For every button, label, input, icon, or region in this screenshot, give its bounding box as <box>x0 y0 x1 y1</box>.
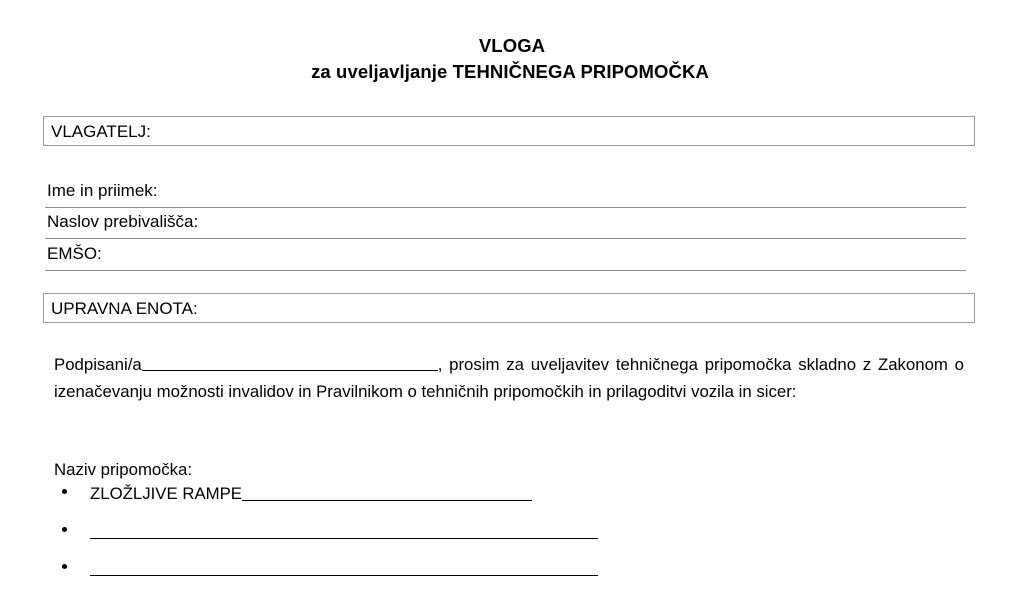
administrative-unit-heading: UPRAVNA ENOTA: <box>51 299 198 318</box>
statement-blank-line[interactable] <box>142 355 438 371</box>
bullet-icon <box>62 564 67 569</box>
device-list-item-blank[interactable] <box>242 483 532 501</box>
field-row-address[interactable] <box>45 208 966 239</box>
device-list-item-body <box>90 519 598 545</box>
device-list-item[interactable] <box>54 524 614 560</box>
device-list-item-blank[interactable] <box>90 558 598 576</box>
statement-lead-in: Podpisani/a <box>54 355 142 374</box>
bullet-icon <box>62 527 67 532</box>
field-row-emso[interactable] <box>45 240 966 271</box>
device-list-item[interactable] <box>54 486 614 522</box>
statement-paragraph <box>54 351 964 405</box>
field-label-full-name: Ime in priimek: <box>47 181 158 200</box>
applicant-section-box[interactable] <box>43 116 975 146</box>
device-section-heading: Naziv pripomočka: <box>54 460 193 479</box>
device-list-item-body <box>90 481 532 507</box>
title-line-secondary: za uveljavljanje TEHNIČNEGA PRIPOMOČKA <box>311 61 709 82</box>
device-list-item-body <box>90 556 598 582</box>
statement-continuation: , prosim za uveljavitev tehničnega pripomočka skladno z Zakonom o izenačevanju možnosti invalidov in Pravilnikom o tehničnih pripomočkih in prilagoditvi vozila in sicer: <box>54 355 964 401</box>
applicant-section-heading: VLAGATELJ: <box>51 122 151 141</box>
document-title <box>0 33 1024 85</box>
field-label-address: Naslov prebivališča: <box>47 212 199 231</box>
administrative-unit-box[interactable] <box>43 293 975 323</box>
device-list-item-blank[interactable] <box>90 521 598 539</box>
title-line-primary: VLOGA <box>478 35 546 56</box>
field-row-full-name[interactable] <box>45 177 966 208</box>
bullet-icon <box>62 489 67 494</box>
device-list-item[interactable] <box>54 561 614 597</box>
device-list-item-label: ZLOŽLJIVE RAMPE <box>90 484 242 503</box>
field-label-emso: EMŠO: <box>47 244 102 263</box>
